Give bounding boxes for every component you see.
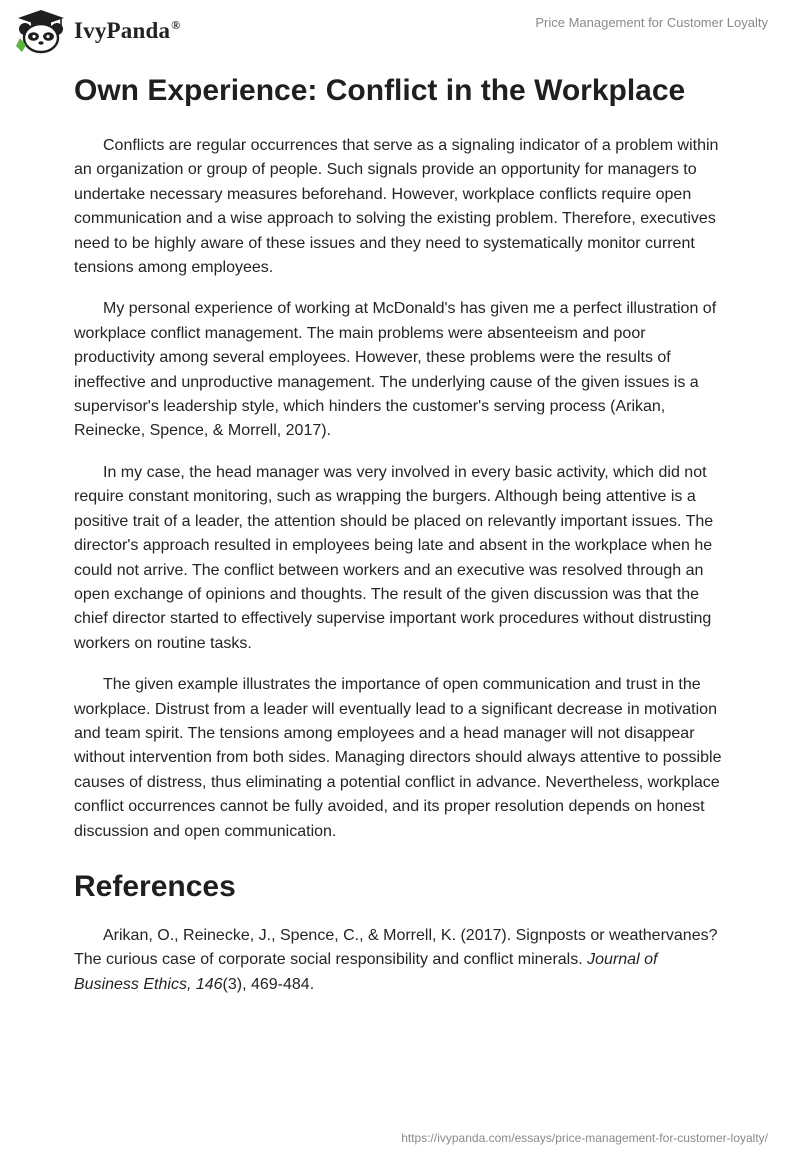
registered-mark: ® [171, 18, 181, 33]
essay-content [74, 72, 726, 997]
references-heading: References [74, 869, 236, 903]
page-title: Own Experience: Conflict in the Workplace [74, 74, 686, 107]
logo-wordmark: IvyPanda® [74, 18, 181, 43]
footer-url-link[interactable]: https://ivypanda.com/essays/price-management-for-customer-loyalty/ [401, 1131, 768, 1145]
paragraph-2: My personal experience of working at McDonald's has given me a perfect illustration of workplace conflict management. The main problems were absenteeism and poor productivity among several employees. However, these problems were the results of ineffective and unproductive management. The underlying cause of the given issues is a supervisor's leadership style, which hinders the customer's serving process (Arikan, Reinecke, Spence, & Morrell, 2017). [74, 300, 717, 440]
reference-authors-title: Arikan, O., Reinecke, J., Spence, C., & Morrell, K. (2017). Signposts or weathervanes? The curious case of corporate social responsibility and conflict minerals. [74, 926, 718, 969]
page-header [0, 0, 800, 70]
ivypanda-logo[interactable] [14, 8, 180, 54]
document-title: Price Management for Customer Loyalty [535, 15, 768, 30]
panda-graduate-icon [14, 8, 68, 54]
reference-issue-pages: (3), 469-484. [222, 975, 315, 993]
reference-journal: Journal of Business Ethics, 146 [74, 951, 658, 993]
paragraph-3: In my case, the head manager was very involved in every basic activity, which did not require constant monitoring, such as wrapping the burgers. Although being attentive is a positive trait of a leader, the attention should be placed on relevantly important issues. The director's approach resulted in employees being late and absent in the workplace when he could not arrive. The conflict between workers and an executive was resolved through an open exchange of opinions and thoughts. The result of the given discussion was that the chief director started to effectively supervise important work procedures without distrusting workers on routine tasks. [74, 463, 714, 652]
paragraph-4: The given example illustrates the importance of open communication and trust in the workplace. Distrust from a leader will eventually lead to a significant decrease in motivation and team spirit. The tensions among employees and a head manager will not disappear without intervention from both sides. Managing directors should always attentive to possible causes of distress, thus eliminating a potential conflict in advance. Nevertheless, workplace conflict occurrences cannot be fully avoided, and its proper resolution depends on honest discussion and open communication. [74, 676, 722, 840]
reference-entry [74, 924, 726, 997]
paragraph-1: Conflicts are regular occurrences that serve as a signaling indicator of a problem within an organization or group of people. Such signals provide an opportunity for managers to undertake necessary measures beforehand. However, workplace conflicts require open communication and a wise approach to solving the existing problem. Therefore, executives need to be highly aware of these issues and they need to systematically monitor current tensions among employees. [74, 137, 719, 277]
